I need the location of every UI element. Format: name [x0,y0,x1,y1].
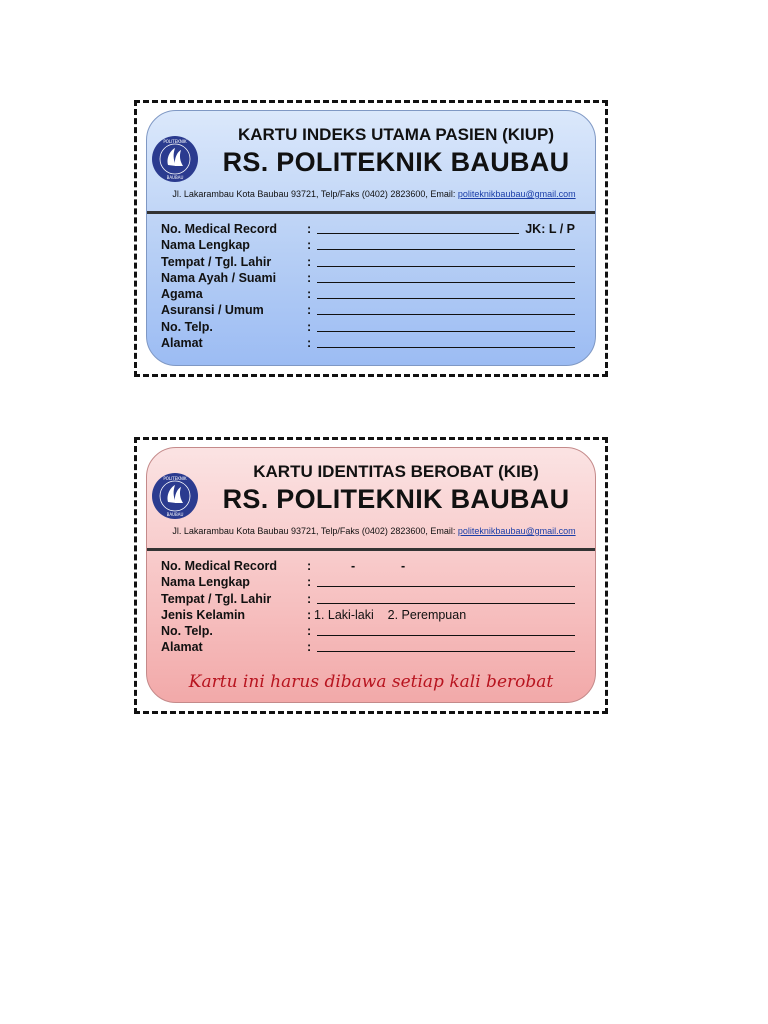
field-label: Nama Lengkap [161,575,250,590]
field-label: Alamat [161,640,203,655]
field-jenis-kelamin [161,607,575,623]
kiup-fields [161,221,575,351]
field-label: Nama Ayah / Suami [161,270,277,285]
field-tempat-tgl-lahir [161,254,575,270]
mr-separator: - [351,559,356,573]
field-label: Alamat [161,336,203,351]
field-line[interactable] [317,635,575,636]
field-colon: : [307,591,312,606]
kib-cutout-border [134,437,608,714]
field-line[interactable] [317,331,575,332]
field-line[interactable] [317,651,575,652]
email-link[interactable]: politeknikbaubau@gmail.com [457,526,576,536]
gender-label: JK: L / P [525,222,575,236]
gender-options[interactable]: 1. Laki-laki 2. Perempuan [314,607,467,622]
field-line[interactable] [317,233,519,234]
hospital-name: RS. POLITEKNIK BAUBAU [222,484,570,514]
field-alamat [161,639,575,655]
field-label: Agama [161,287,203,302]
hospital-address [163,526,585,536]
kiup-cutout-border [134,100,608,377]
field-colon: : [307,640,312,655]
field-label: No. Telp. [161,624,213,639]
field-line[interactable] [317,249,575,250]
footer-note: Kartu ini harus dibawa setiap kali berobat [188,672,554,692]
field-colon: : [307,238,312,253]
field-colon: : [307,559,312,573]
field-colon: : [307,607,312,622]
card-type-title: KARTU INDEKS UTAMA PASIEN (KIUP) [237,125,555,144]
field-medical-record [161,221,575,237]
field-colon: : [307,575,312,590]
svg-text:BAUBAU: BAUBAU [166,512,184,517]
field-no-telp [161,319,575,335]
field-label: Jenis Kelamin [161,607,246,622]
field-label: Tempat / Tgl. Lahir [161,591,272,606]
field-colon: : [307,624,312,639]
field-nama-ayah-suami [161,270,575,286]
mr-separator: - [401,559,406,573]
hospital-name: RS. POLITEKNIK BAUBAU [222,147,570,177]
field-label: Tempat / Tgl. Lahir [161,254,272,269]
field-label: Nama Lengkap [161,238,250,253]
field-colon: : [307,254,312,269]
header-divider [147,211,595,214]
field-colon: : [307,287,312,302]
kib-card [146,447,596,703]
politeknik-logo-icon [151,472,199,520]
kib-fields [161,558,575,656]
field-label: No. Telp. [161,319,213,334]
email-link[interactable]: politeknikbaubau@gmail.com [457,189,576,199]
field-label: No. Medical Record [161,222,277,236]
svg-text:BAUBAU: BAUBAU [166,175,184,180]
field-alamat [161,335,575,351]
field-label: No. Medical Record [161,559,277,573]
field-colon: : [307,336,312,351]
svg-text:POLITEKNIK: POLITEKNIK [163,139,187,144]
field-nama-lengkap [161,574,575,590]
field-medical-record [161,558,575,574]
field-line[interactable] [317,266,575,267]
address-text: Jl. Lakarambau Kota Baubau 93721, Telp/Faks (0402) 2823600, Email: [172,189,458,199]
field-line[interactable] [317,282,575,283]
field-no-telp [161,623,575,639]
field-line[interactable] [317,586,575,587]
field-line[interactable] [317,603,575,604]
field-label: Asuransi / Umum [161,303,264,318]
field-agama [161,286,575,302]
svg-text:POLITEKNIK: POLITEKNIK [163,476,187,481]
header-divider [147,548,595,551]
address-text: Jl. Lakarambau Kota Baubau 93721, Telp/Faks (0402) 2823600, Email: [172,526,458,536]
field-colon: : [307,222,312,236]
field-asuransi-umum [161,302,575,318]
kiup-card [146,110,596,366]
field-line[interactable] [317,298,575,299]
field-tempat-tgl-lahir [161,591,575,607]
hospital-address [163,189,585,199]
field-colon: : [307,270,312,285]
field-nama-lengkap [161,237,575,253]
field-line[interactable] [317,314,575,315]
field-line[interactable] [317,347,575,348]
field-colon: : [307,303,312,318]
politeknik-logo-icon [151,135,199,183]
card-type-title: KARTU IDENTITAS BEROBAT (KIB) [253,462,539,481]
field-colon: : [307,319,312,334]
